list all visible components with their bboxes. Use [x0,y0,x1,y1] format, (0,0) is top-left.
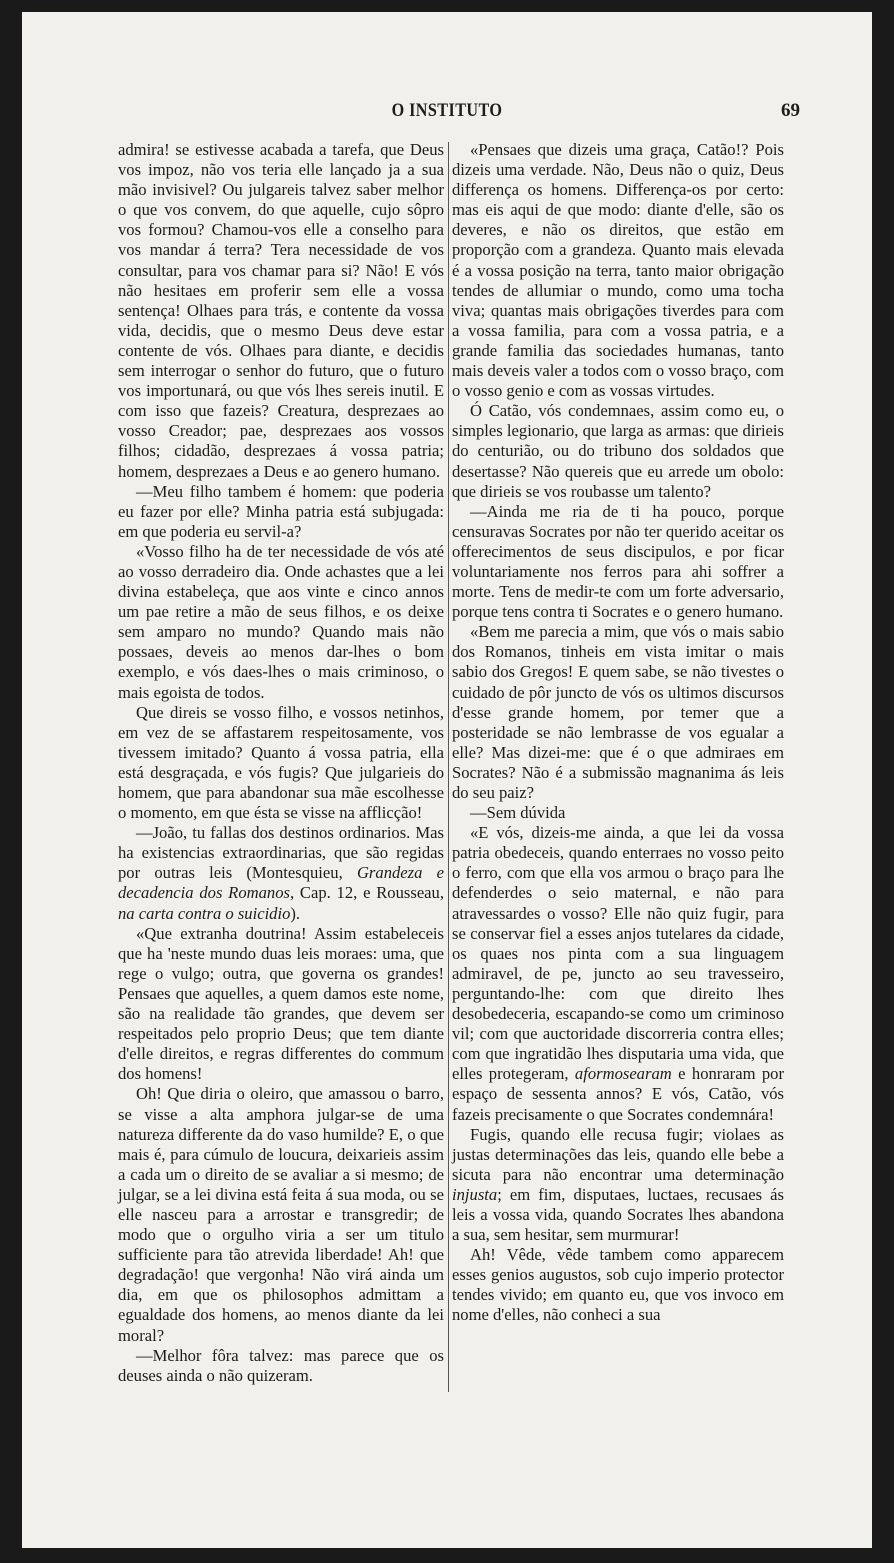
running-head [22,100,872,124]
paragraph: admira! se estivesse acabada a tarefa, que Deus vos impoz, não vos teria elle lançado ja a sua mão invisivel? Ou julgareis talvez saber melhor o que vos convem, do que aquelle, cujo sôpro vos formou? Chamou-vos elle a conselho para vos mandar á terra? Tera necessidade de vos consultar, para vos chamar para si? Não! E vós não hesitaes em proferir sem elle a vossa sentença! Olhaes para trás, e contente da vossa vida, decidis, que o mesmo Deus deve estar contente de vós. Olhaes para diante, e decidis sem interrogar o senhor do futuro, que o futuro vos importunará, ou que vós lhes sereis inutil. E com isso que fazeis? Creatura, desprezaes ao vosso Creador; pae, desprezaes aos vossos filhos; cidadão, desprezaes á vossa patria; homem, desprezaes a Deus e ao genero humano. [118,140,444,481]
paragraph: —Ainda me ria de ti ha pouco, porque censuravas Socrates por não ter querido aceitar os offerecimentos de seus discipulos, e por ficar voluntariamente nos ferros para ahi soffrer a morte. Tens de medir-te com um forte adversario, porque tens contra ti Socrates e o genero humano. [452,501,784,622]
newspaper-page [22,12,872,1548]
paragraph: «Bem me parecia a mim, que vós o mais sabio dos Romanos, tinheis em vista imitar o mais sabio dos Gregos! E quem sabe, se não tivestes o cuidado de pôr juncto de vós os ultimos discursos d'esse grande homem, por temer que a posteridade se não lembrasse de vos egualar a elle? Mas dizei-me: que é o que admiraes em Socrates? Não é a submissão magnanima ás leis do seu paiz? [452,622,784,802]
paragraph: Fugis, quando elle recusa fugir; violaes as justas determinações das leis, quando elle bebe a sicuta para não encontrar uma determinação injusta; em fim, disputaes, luctaes, recusaes ás leis a vossa vida, quando Socrates lhes abandona a sua, sem hesitar, sem murmurar! [452,1124,784,1245]
paragraph: «Que extranha doutrina! Assim estabeleceis que ha 'neste mundo duas leis moraes: uma, que rege o vulgo; outra, que governa os grandes! Pensaes que aquelles, a quem damos este nome, são na realidade tão grandes, que devem ser respeitados pelo proprio Deus; que tem diante d'elle direitos, e regras differentes do commum dos homens! [118,923,444,1084]
paragraph: Oh! Que diria o oleiro, que amassou o barro, se visse a alta amphora julgar-se de uma natureza differente da do vaso humilde? E, o que mais é, para cúmulo de loucura, deixarieis assim a cada um o direito de se avaliar a si mesmo; de julgar, se a lei divina está feita á sua moda, ou se elle nasceu para a arrostar e transgredir; de modo que o orgulho viria a ser um titulo sufficiente para tão atrevida liberdade! Ah! que degradação! que vergonha! Não virá ainda um dia, em que os philosophos admittam a egualdade dos homens, ao menos diante da lei moral? [118,1084,444,1345]
paragraph: —Sem dúvida [470,803,566,823]
column-divider [448,142,449,1392]
page-number: 69 [781,100,800,121]
paragraph: —João, tu fallas dos destinos ordinarios. Mas ha existencias extraordinarias, que são regidas por outras leis (Montesquieu, Grandeza e decadencia dos Romanos, Cap. 12, e Rousseau, na carta contra o suicidio). [118,823,444,923]
paragraph: «Pensaes que dizeis uma graça, Catão!? Pois dizeis uma verdade. Não, Deus não o quiz, Deus differença os homens. Differença-os por certo: mas eis aqui de que modo: diante d'elle, são os deveres, e não os direitos, que estão em proporção com a grandeza. Quanto mais elevada é a vossa posição na terra, tanto maior obrigação tendes de allumiar o mundo, como uma tocha viva; quantas mais obrigações tiverdes para com a vossa familia, para com a vossa patria, e a grande familia das sociedades humanas, tanto mais deveis valer a todos com o vosso braço, com o vosso genio e com as vossas virtudes. [452,140,784,401]
paragraph: —Meu filho tambem é homem: que poderia eu fazer por elle? Minha patria está subjugada: em que poderia eu servil-a? [118,481,444,541]
left-column [118,140,444,1386]
paragraph: Ó Catão, vós condemnaes, assim como eu, o simples legionario, que larga as armas: que dirieis do centurião, ou do tribuno dos soldados que desertasse? Não quereis que eu arrede um obolo: que dirieis se vos roubasse um talento? [452,401,784,501]
paragraph: «Vosso filho ha de ter necessidade de vós até ao vosso derradeiro dia. Onde achastes que a lei divina estabeleça, que aos vinte e cinco annos um pae retire a mão de seus filhos, e os deixe sem amparo no mundo? Quando mais não possaes, deveis ao menos dar-lhes o bom exemplo, e vós daes-lhes o mais criminoso, o mais egoista de todos. [118,541,444,702]
paragraph: Que direis se vosso filho, e vossos netinhos, em vez de se affastarem respeitosamente, vos tivessem imitado? Quanto á vossa patria, ella está desgraçada, e vós fugis? Que julgarieis do homem, que para abandonar sua mãe escolhesse o momento, em que ésta se visse na afflicção! [118,702,444,823]
paragraph: «E vós, dizeis-me ainda, a que lei da vossa patria obedeceis, quando enterraes no vosso peito o ferro, com que ella vos armou o braço para lhe defenderdes o seio maternal, e não para atravessardes o vosso? Elle não quiz fugir, para se conservar fiel a esses anjos tutelares da cidade, os quaes nos pinta com a sua linguagem admiravel, de pe, juncto ao seu travesseiro, perguntando-lhe: com que direito lhes desobedeceria, escapando-se como um criminoso vil; com que auctoridade discorreria contra elles; com que ingratidão lhes disputaria uma vida, que elles protegeram, aformosearam e honraram por espaço de sessenta annos? E vós, Catão, vós fazeis precisamente o que Socrates condemnára! [452,823,784,1124]
journal-title: O INSTITUTO [391,100,503,121]
paragraph: Ah! Vêde, vêde tambem como apparecem esses genios augustos, sob cujo imperio protector tendes vivido; em quanto eu, que vos invoco em nome d'elles, não conheci a sua [452,1245,784,1325]
right-column [452,140,784,1326]
paragraph: —Melhor fôra talvez: mas parece que os deuses ainda o não quizeram. [118,1345,444,1385]
